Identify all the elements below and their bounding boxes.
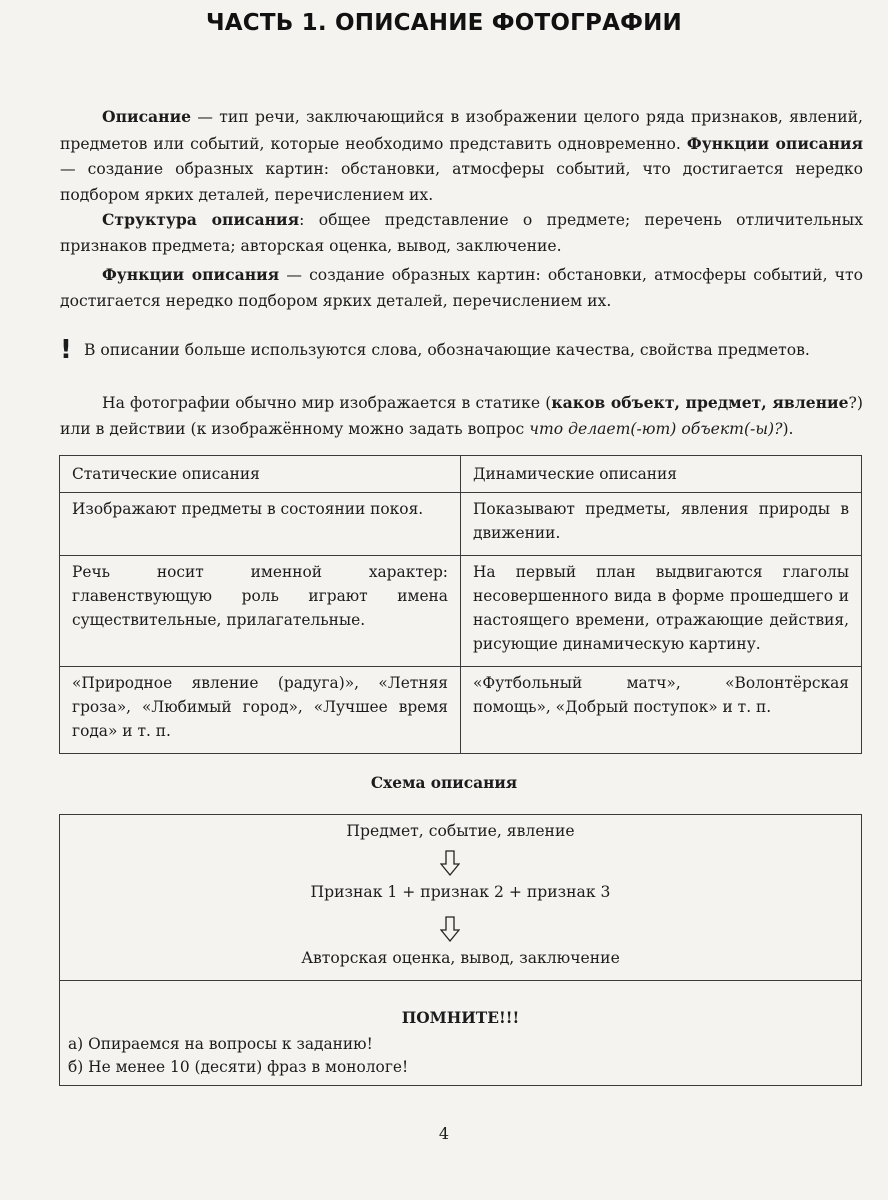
definition-text: — тип речи, заключающийся в изображении целого ряда признаков, явлений, предметов или событий, которые необходимо представить одновременно. xyxy=(60,108,863,153)
structure-text: : общее представление о предмете; перечень отличительных признаков предмета; авторская оценка, вывод, заключение. xyxy=(60,211,863,255)
exclamation-icon: ! xyxy=(60,335,72,365)
photo-question-static: каков объект, предмет, явление xyxy=(551,393,849,412)
table-header-static: Статические описания xyxy=(60,456,461,493)
term-structure: Структура описания xyxy=(102,210,300,229)
remember-item-a: а) Опираемся на вопросы к заданию! xyxy=(68,1035,373,1053)
paragraph-photo xyxy=(60,390,863,442)
scheme-step-1: Предмет, событие, явление xyxy=(346,822,575,840)
photo-text-2: ?) или в действии (к изображённому можно задать вопрос xyxy=(60,394,863,438)
note-text: В описании больше используются слова, обозначающие качества, свойства предметов. xyxy=(84,341,810,359)
term-functions: Функции описания xyxy=(686,133,864,153)
paragraph-structure xyxy=(60,207,863,259)
table-header-row xyxy=(60,456,862,493)
remember-item-b: б) Не менее 10 (десяти) фраз в монологе! xyxy=(68,1058,409,1076)
comparison-table xyxy=(59,455,862,754)
scheme-flow xyxy=(60,815,861,981)
note xyxy=(60,335,863,365)
down-arrow-icon xyxy=(440,916,460,942)
scheme-step-2: Признак 1 + признак 2 + признак 3 xyxy=(310,883,611,901)
table-row xyxy=(60,667,862,754)
table-row xyxy=(60,493,862,556)
table-header-dynamic: Динамические описания xyxy=(461,456,862,493)
photo-text-1: На фотографии обычно мир изображается в статике ( xyxy=(102,394,552,412)
scheme-box xyxy=(59,814,862,1086)
page-number: 4 xyxy=(438,1124,450,1143)
scheme-step-3: Авторская оценка, вывод, заключение xyxy=(301,949,620,967)
table-cell: На первый план выдвигаются глаголы несовершенного вида в форме прошедшего и настоящего времени, отражающие действия, рисующие динамическую картину. xyxy=(461,556,862,667)
paragraph-functions xyxy=(60,262,863,314)
table-cell: Речь носит именной характер: главенствующую роль играют имена существительные, прилагательные. xyxy=(60,556,461,667)
photo-question-dynamic: что делает(-ют) объект(-ы)? xyxy=(529,419,783,438)
table-cell: Показывают предметы, явления природы в движении. xyxy=(461,493,862,556)
table-cell: Изображают предметы в состоянии покоя. xyxy=(60,493,461,556)
table-row xyxy=(60,556,862,667)
paragraph-definition xyxy=(60,104,863,208)
term-functions-2: Функции описания xyxy=(102,265,280,284)
remember-title: ПОМНИТЕ!!! xyxy=(401,1009,520,1027)
table-cell: «Футбольный матч», «Волонтёрская помощь», «Добрый поступок» и т. п. xyxy=(461,667,862,754)
functions-text-2: — создание образных картин: обстановки, атмосферы событий, что достигается нередко подбором ярких деталей, перечислением их. xyxy=(60,266,863,310)
photo-text-3: ). xyxy=(782,419,794,438)
term-description: Описание xyxy=(102,107,192,126)
scheme-title: Схема описания xyxy=(370,774,518,792)
functions-text: — создание образных картин: обстановки, атмосферы событий, что достигается нередко подбором ярких деталей, перечислением их. xyxy=(60,160,863,204)
page-title: ЧАСТЬ 1. ОПИСАНИЕ ФОТОГРАФИИ xyxy=(205,10,682,36)
table-cell: «Природное явление (радуга)», «Летняя гроза», «Любимый город», «Лучшее время года» и т. п. xyxy=(60,667,461,754)
down-arrow-icon xyxy=(440,850,460,876)
